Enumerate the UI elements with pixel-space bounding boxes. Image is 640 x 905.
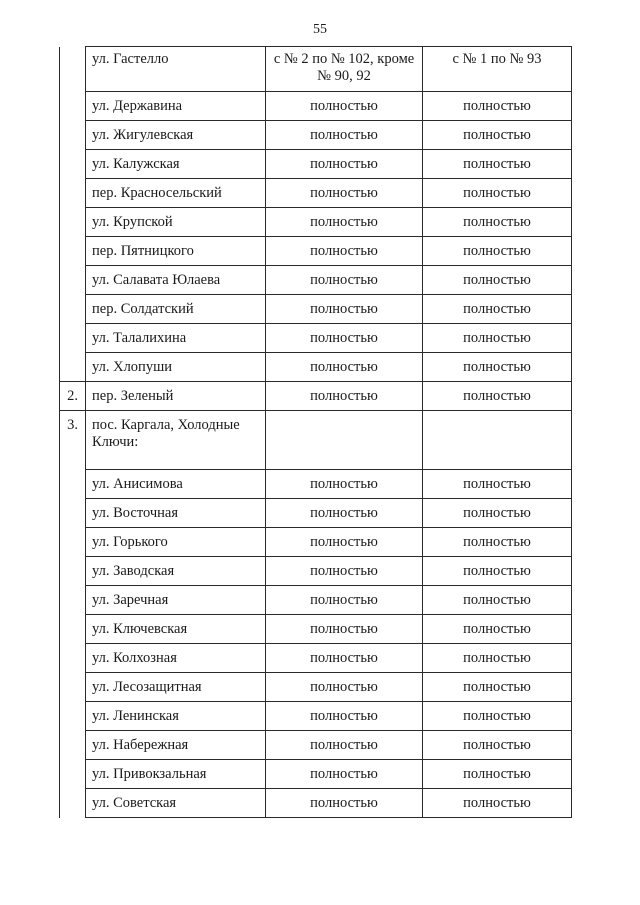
table-row: [60, 266, 572, 295]
street-name: ул. Калужская: [86, 150, 266, 179]
street-name: ул. Горького: [86, 528, 266, 557]
table-row: [60, 382, 572, 411]
table-row: [60, 47, 572, 92]
even-numbers: полностью: [266, 208, 423, 237]
table-row: [60, 528, 572, 557]
even-numbers: полностью: [266, 731, 423, 760]
row-number: [60, 644, 86, 673]
table-row: [60, 789, 572, 818]
even-numbers: полностью: [266, 644, 423, 673]
even-numbers: полностью: [266, 528, 423, 557]
even-numbers: с № 2 по № 102, кроме № 90, 92: [266, 47, 423, 92]
row-number: [60, 557, 86, 586]
odd-numbers: полностью: [423, 586, 572, 615]
odd-numbers: полностью: [423, 731, 572, 760]
even-numbers: полностью: [266, 92, 423, 121]
street-name: ул. Жигулевская: [86, 121, 266, 150]
street-name: пер. Зеленый: [86, 382, 266, 411]
odd-numbers: полностью: [423, 179, 572, 208]
street-name: ул. Колхозная: [86, 644, 266, 673]
row-number: [60, 324, 86, 353]
even-numbers: полностью: [266, 586, 423, 615]
table-row: [60, 557, 572, 586]
table-row: [60, 760, 572, 789]
table-row: [60, 150, 572, 179]
even-numbers: полностью: [266, 353, 423, 382]
street-name: ул. Ленинская: [86, 702, 266, 731]
address-table-body: [60, 47, 572, 818]
street-name: ул. Набережная: [86, 731, 266, 760]
even-numbers: полностью: [266, 150, 423, 179]
odd-numbers: полностью: [423, 237, 572, 266]
odd-numbers: полностью: [423, 324, 572, 353]
odd-numbers: полностью: [423, 295, 572, 324]
row-number: [60, 92, 86, 121]
even-numbers: полностью: [266, 557, 423, 586]
odd-numbers: полностью: [423, 528, 572, 557]
street-name: ул. Гастелло: [86, 47, 266, 92]
row-number: 2.: [60, 382, 86, 411]
table-row: [60, 179, 572, 208]
even-numbers: [266, 411, 423, 470]
even-numbers: полностью: [266, 615, 423, 644]
odd-numbers: полностью: [423, 353, 572, 382]
table-row: [60, 702, 572, 731]
table-row: [60, 586, 572, 615]
row-number: [60, 266, 86, 295]
street-name: ул. Державина: [86, 92, 266, 121]
table-row: [60, 295, 572, 324]
table-row: [60, 615, 572, 644]
odd-numbers: полностью: [423, 644, 572, 673]
row-number: [60, 208, 86, 237]
row-number: [60, 499, 86, 528]
even-numbers: полностью: [266, 760, 423, 789]
row-number: [60, 731, 86, 760]
street-name: ул. Салавата Юлаева: [86, 266, 266, 295]
street-name: ул. Заречная: [86, 586, 266, 615]
row-number: [60, 760, 86, 789]
odd-numbers: [423, 411, 572, 470]
odd-numbers: полностью: [423, 673, 572, 702]
odd-numbers: полностью: [423, 702, 572, 731]
even-numbers: полностью: [266, 499, 423, 528]
table-row: [60, 324, 572, 353]
even-numbers: полностью: [266, 266, 423, 295]
table-row: [60, 499, 572, 528]
street-name: пер. Солдатский: [86, 295, 266, 324]
row-number: [60, 47, 86, 92]
row-number: 3.: [60, 411, 86, 470]
page-number: 55: [313, 22, 327, 37]
street-name: пос. Каргала, Холодные Ключи:: [86, 411, 266, 470]
row-number: [60, 470, 86, 499]
row-number: [60, 702, 86, 731]
row-number: [60, 237, 86, 266]
even-numbers: полностью: [266, 121, 423, 150]
street-name: ул. Советская: [86, 789, 266, 818]
even-numbers: полностью: [266, 382, 423, 411]
even-numbers: полностью: [266, 179, 423, 208]
odd-numbers: полностью: [423, 208, 572, 237]
row-number: [60, 150, 86, 179]
street-name: ул. Крупской: [86, 208, 266, 237]
even-numbers: полностью: [266, 324, 423, 353]
street-name: ул. Ключевская: [86, 615, 266, 644]
table-row: [60, 731, 572, 760]
table-row: [60, 92, 572, 121]
street-name: ул. Лесозащитная: [86, 673, 266, 702]
even-numbers: полностью: [266, 789, 423, 818]
odd-numbers: полностью: [423, 760, 572, 789]
street-name: ул. Привокзальная: [86, 760, 266, 789]
odd-numbers: полностью: [423, 557, 572, 586]
odd-numbers: полностью: [423, 266, 572, 295]
row-number: [60, 121, 86, 150]
odd-numbers: с № 1 по № 93: [423, 47, 572, 92]
address-table: [59, 46, 572, 818]
row-number: [60, 353, 86, 382]
row-number: [60, 615, 86, 644]
even-numbers: полностью: [266, 237, 423, 266]
table-row: [60, 644, 572, 673]
odd-numbers: полностью: [423, 615, 572, 644]
street-name: пер. Красносельский: [86, 179, 266, 208]
row-number: [60, 295, 86, 324]
table-row: [60, 237, 572, 266]
even-numbers: полностью: [266, 295, 423, 324]
odd-numbers: полностью: [423, 150, 572, 179]
row-number: [60, 586, 86, 615]
table-row: [60, 470, 572, 499]
table-row: [60, 121, 572, 150]
row-number: [60, 528, 86, 557]
even-numbers: полностью: [266, 470, 423, 499]
odd-numbers: полностью: [423, 92, 572, 121]
street-name: пер. Пятницкого: [86, 237, 266, 266]
street-name: ул. Заводская: [86, 557, 266, 586]
row-number: [60, 673, 86, 702]
table-row: [60, 353, 572, 382]
street-name: ул. Хлопуши: [86, 353, 266, 382]
odd-numbers: полностью: [423, 382, 572, 411]
table-row: [60, 208, 572, 237]
street-name: ул. Анисимова: [86, 470, 266, 499]
odd-numbers: полностью: [423, 470, 572, 499]
street-name: ул. Талалихина: [86, 324, 266, 353]
row-number: [60, 179, 86, 208]
odd-numbers: полностью: [423, 499, 572, 528]
street-name: ул. Восточная: [86, 499, 266, 528]
table-row: [60, 411, 572, 470]
even-numbers: полностью: [266, 673, 423, 702]
odd-numbers: полностью: [423, 789, 572, 818]
odd-numbers: полностью: [423, 121, 572, 150]
even-numbers: полностью: [266, 702, 423, 731]
table-row: [60, 673, 572, 702]
row-number: [60, 789, 86, 818]
